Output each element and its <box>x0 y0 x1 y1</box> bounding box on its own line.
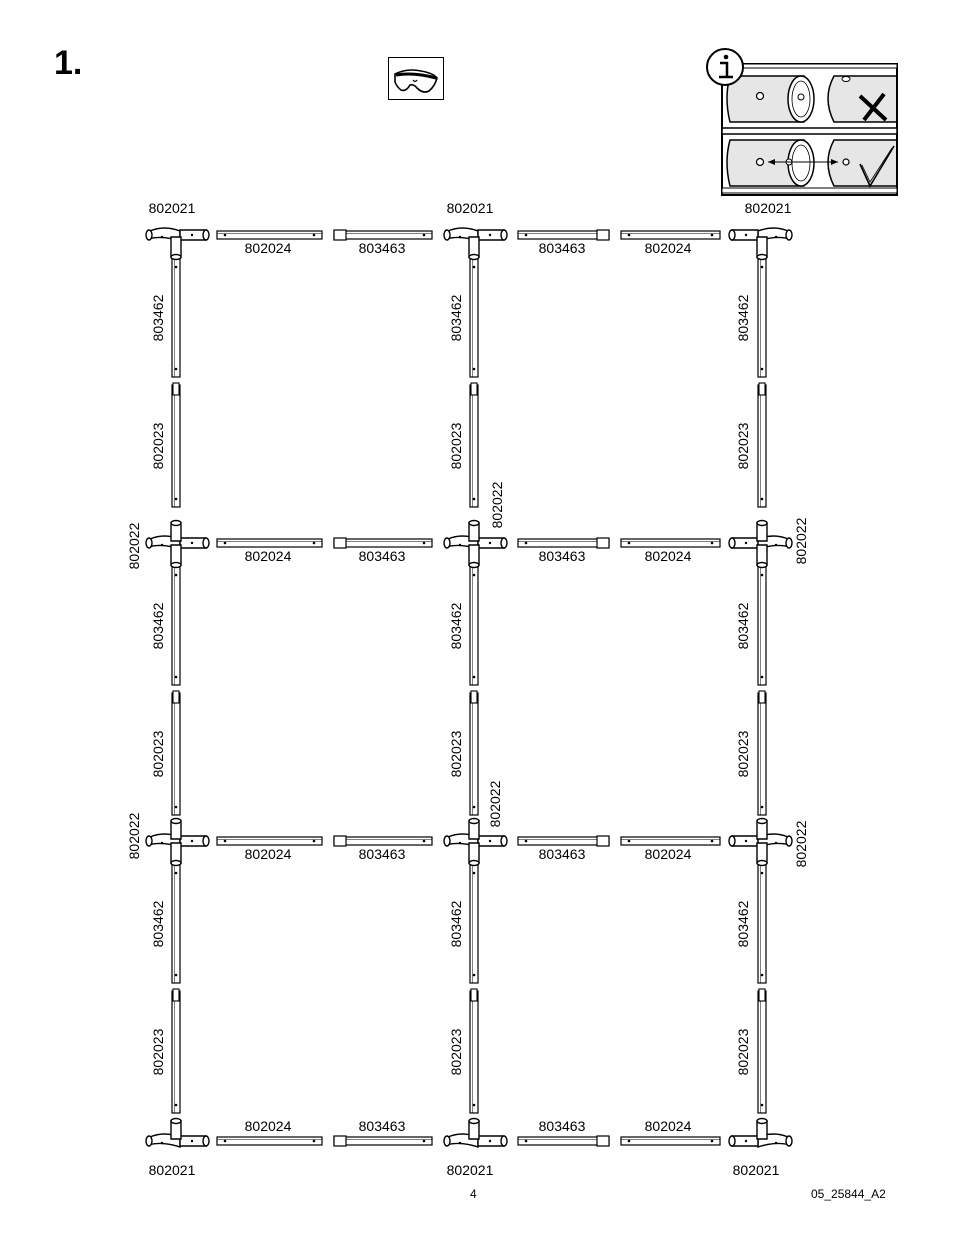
horizontal-tube-802024-left-bay <box>217 539 322 547</box>
horizontal-tube-803463-right-bay <box>518 538 609 548</box>
part-label-802024: 802024 <box>244 548 292 564</box>
vertical-tube-802023 <box>470 691 478 815</box>
part-label-803462: 803462 <box>735 900 751 948</box>
part-label-802021: 802021 <box>446 200 494 216</box>
part-label-803462: 803462 <box>448 602 464 650</box>
part-label-803463: 803463 <box>538 240 586 256</box>
part-label-803462: 803462 <box>150 294 166 342</box>
part-label-803462: 803462 <box>735 602 751 650</box>
vertical-tube-802023 <box>758 989 766 1113</box>
vertical-tube-803462 <box>172 865 180 983</box>
part-label-803462: 803462 <box>150 900 166 948</box>
horizontal-tube-803463-left-bay <box>334 538 432 548</box>
part-label-802024: 802024 <box>644 846 692 862</box>
part-label-802023: 802023 <box>735 1028 751 1076</box>
corner-connector-802021 <box>146 1119 209 1148</box>
horizontal-tube-803463-right-bay <box>518 230 609 240</box>
horizontal-tube-803463-right-bay <box>518 836 609 846</box>
tee-connector-802022 <box>729 521 792 568</box>
part-label-803463: 803463 <box>358 240 406 256</box>
part-label-802023: 802023 <box>150 422 166 470</box>
vertical-tube-802023 <box>172 989 180 1113</box>
part-label-802023: 802023 <box>448 422 464 470</box>
part-label-802021: 802021 <box>744 200 792 216</box>
part-label-802024: 802024 <box>244 1118 292 1134</box>
corner-connector-802021 <box>146 228 209 260</box>
corner-connector-802021 <box>729 228 792 260</box>
part-label-803462: 803462 <box>448 900 464 948</box>
step-number: 1. <box>54 44 83 82</box>
part-label-803463: 803463 <box>538 846 586 862</box>
vertical-tube-803462 <box>758 567 766 685</box>
vertical-tube-802023 <box>172 383 180 507</box>
part-label-802023: 802023 <box>150 730 166 778</box>
part-label-803463: 803463 <box>538 548 586 564</box>
corner-connector-802021 <box>729 1119 792 1148</box>
vertical-tube-802023 <box>758 383 766 507</box>
vertical-tube-803462 <box>758 259 766 377</box>
horizontal-tube-802024-right-bay <box>621 539 720 547</box>
part-label-803463: 803463 <box>358 846 406 862</box>
part-label-802024: 802024 <box>644 240 692 256</box>
part-label-802022: 802022 <box>793 820 809 868</box>
horizontal-tube-803463-left-bay <box>334 1136 432 1146</box>
horizontal-tube-802024-left-bay <box>217 231 322 239</box>
part-label-802023: 802023 <box>735 730 751 778</box>
part-label-802023: 802023 <box>150 1028 166 1076</box>
part-label-802024: 802024 <box>644 548 692 564</box>
page-number: 4 <box>470 1187 477 1201</box>
part-label-802022: 802022 <box>489 481 505 529</box>
vertical-tube-803462 <box>470 865 478 983</box>
vertical-tube-803462 <box>172 259 180 377</box>
horizontal-tube-803463-left-bay <box>334 836 432 846</box>
vertical-tube-802023 <box>470 989 478 1113</box>
part-label-802022: 802022 <box>793 517 809 565</box>
horizontal-tube-803463-right-bay <box>518 1136 609 1146</box>
vertical-tube-802023 <box>758 691 766 815</box>
part-label-802022: 802022 <box>126 812 142 860</box>
part-label-802021: 802021 <box>148 1162 196 1178</box>
vertical-tube-802023 <box>172 691 180 815</box>
part-label-802024: 802024 <box>644 1118 692 1134</box>
part-label-802024: 802024 <box>244 846 292 862</box>
part-label-802023: 802023 <box>735 422 751 470</box>
horizontal-tube-802024-right-bay <box>621 1137 720 1145</box>
part-label-802022: 802022 <box>126 522 142 570</box>
part-label-802021: 802021 <box>446 1162 494 1178</box>
part-label-802023: 802023 <box>448 730 464 778</box>
tee-connector-802022 <box>146 819 209 866</box>
part-label-803463: 803463 <box>358 1118 406 1134</box>
corner-connector-802021 <box>444 1119 507 1148</box>
part-label-803463: 803463 <box>538 1118 586 1134</box>
part-label-803463: 803463 <box>358 548 406 564</box>
horizontal-tube-802024-right-bay <box>621 231 720 239</box>
part-label-803462: 803462 <box>735 294 751 342</box>
part-label-803462: 803462 <box>150 602 166 650</box>
vertical-tube-803462 <box>758 865 766 983</box>
tee-connector-802022 <box>146 521 209 568</box>
part-label-802021: 802021 <box>148 200 196 216</box>
vertical-tube-802023 <box>470 383 478 507</box>
document-code: 05_25844_A2 <box>811 1187 886 1201</box>
vertical-tube-803462 <box>172 567 180 685</box>
horizontal-tube-802024-left-bay <box>217 837 322 845</box>
horizontal-tube-802024-left-bay <box>217 1137 322 1145</box>
part-label-802023: 802023 <box>448 1028 464 1076</box>
tee-connector-802022 <box>729 819 792 866</box>
vertical-tube-803462 <box>470 259 478 377</box>
horizontal-tube-802024-right-bay <box>621 837 720 845</box>
corner-connector-802021 <box>444 228 507 260</box>
part-label-802022: 802022 <box>487 780 503 828</box>
vertical-tube-803462 <box>470 567 478 685</box>
horizontal-tube-803463-left-bay <box>334 230 432 240</box>
part-label-803462: 803462 <box>448 294 464 342</box>
part-label-802021: 802021 <box>732 1162 780 1178</box>
part-label-802024: 802024 <box>244 240 292 256</box>
